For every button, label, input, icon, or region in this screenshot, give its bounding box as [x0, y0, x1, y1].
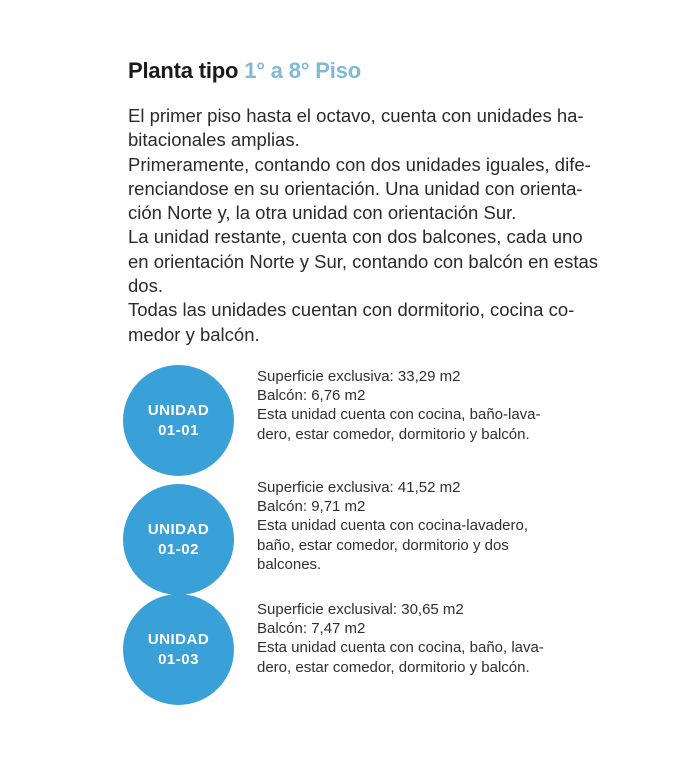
intro-line: en orientación Norte y Sur, contando con balcón en estas: [128, 250, 598, 272]
unit-detail-line: Esta unidad cuenta con cocina, baño-lava-: [257, 406, 541, 424]
unit-detail-line: Superficie exclusiva: 33,29 m2: [257, 368, 461, 385]
unit-detail-line: dero, estar comedor, dormitorio y balcón.: [257, 658, 530, 676]
unit-badge: [123, 484, 234, 595]
unit-badge-code: 01-03: [158, 650, 199, 668]
intro-line: dos.: [128, 275, 163, 297]
unit-badge-label: UNIDAD: [147, 630, 210, 648]
unit-detail-line: balcones.: [257, 555, 322, 573]
unit-details: [257, 367, 541, 444]
intro-line: La unidad restante, cuenta con dos balcones, cada uno: [128, 226, 583, 248]
unit-badge-code: 01-01: [158, 421, 199, 439]
unit-detail-line: Esta unidad cuenta con cocina, baño, lava-: [257, 639, 544, 657]
unit-detail-line: Superficie exclusival: 30,65 m2: [257, 601, 464, 618]
page-title: [128, 58, 361, 84]
unit-01-02: [123, 476, 643, 596]
floors-text: 1° a 8° Piso: [244, 58, 361, 83]
unit-01-01: [123, 365, 643, 485]
intro-line: Todas las unidades cuentan con dormitorio, cocina co-: [128, 299, 575, 321]
unit-detail-line: Balcón: 9,71 m2: [257, 498, 366, 516]
unit-01-03: [123, 598, 643, 718]
unit-badge-label: UNIDAD: [147, 401, 210, 419]
unit-detail-line: Balcón: 6,76 m2: [257, 387, 366, 405]
intro-line: ción Norte y, la otra unidad con orientación Sur.: [128, 202, 517, 224]
intro-line: renciandose en su orientación. Una unidad con orienta-: [128, 177, 583, 199]
intro-line: medor y balcón.: [128, 323, 260, 345]
unit-badge-code: 01-02: [158, 540, 199, 558]
unit-badge: [123, 594, 234, 705]
unit-detail-line: Esta unidad cuenta con cocina-lavadero,: [257, 517, 529, 535]
unit-badge: [123, 365, 234, 476]
intro-paragraph: [128, 104, 618, 347]
unit-detail-line: baño, estar comedor, dormitorio y dos: [257, 536, 509, 554]
intro-line: El primer piso hasta el octavo, cuenta con unidades ha-: [128, 105, 584, 126]
unit-details: [257, 478, 528, 574]
title-text: Planta tipo: [128, 58, 239, 83]
unit-detail-line: dero, estar comedor, dormitorio y balcón.: [257, 425, 530, 443]
unit-detail-line: Balcón: 7,47 m2: [257, 620, 366, 638]
intro-line: bitacionales amplias.: [128, 129, 300, 151]
intro-line: Primeramente, contando con dos unidades iguales, dife-: [128, 153, 591, 175]
unit-badge-label: UNIDAD: [147, 520, 210, 538]
unit-details: [257, 600, 544, 677]
unit-detail-line: Superficie exclusiva: 41,52 m2: [257, 479, 461, 496]
